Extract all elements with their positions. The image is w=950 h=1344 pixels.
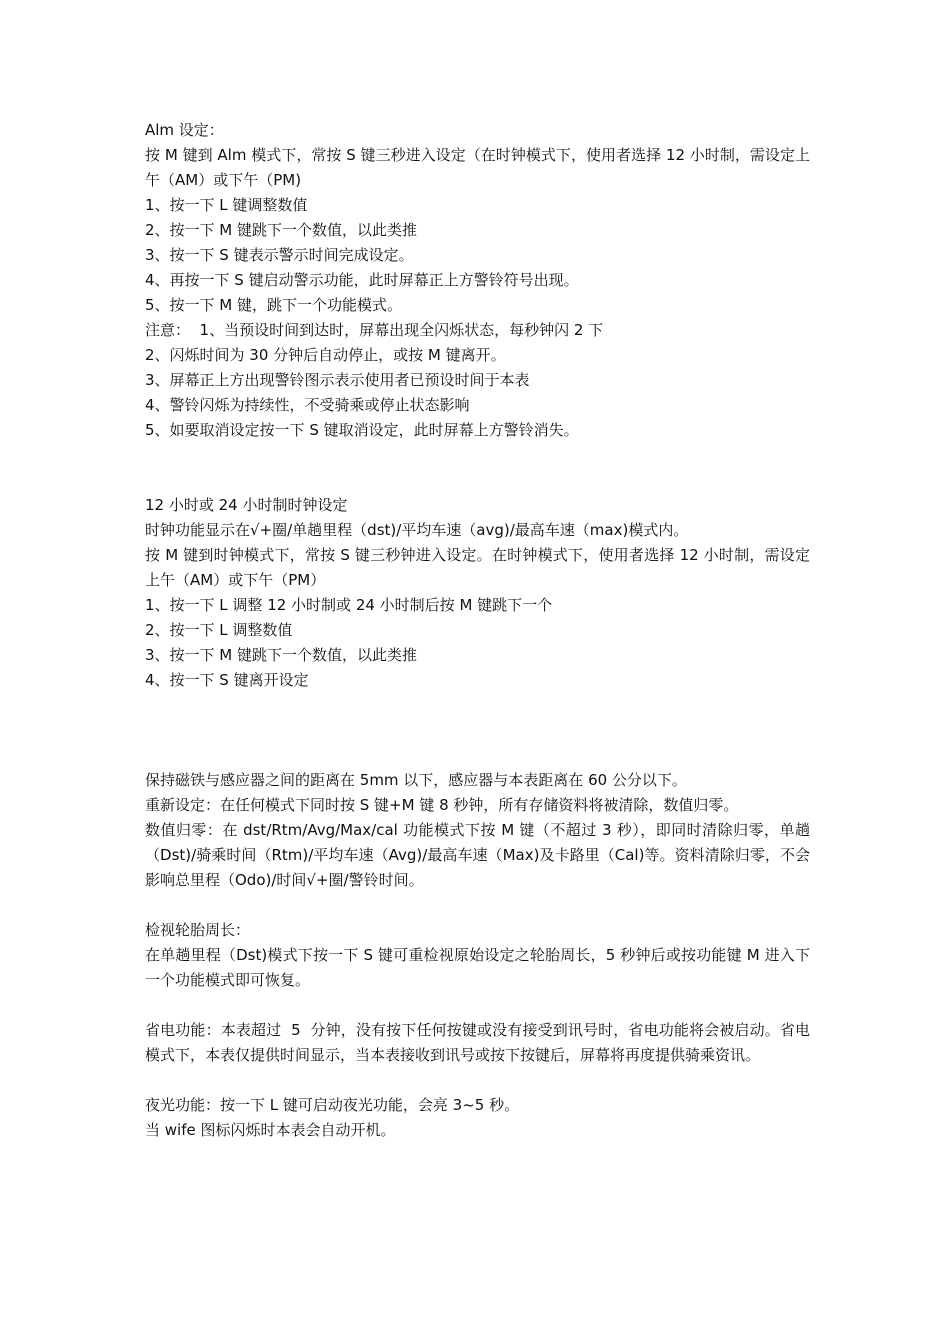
wifi-text: 当 wife 图标闪烁时本表会自动开机。 bbox=[145, 1121, 396, 1139]
alm-note: 2、闪烁时间为 30 分钟后自动停止，或按 M 键离开。 bbox=[145, 346, 506, 364]
clock-step: 1、按一下 L 调整 12 小时制或 24 小时制后按 M 键跳下一个 bbox=[145, 596, 553, 614]
spacer bbox=[145, 893, 810, 918]
alm-section bbox=[145, 118, 810, 443]
clock-step: 4、按一下 S 键离开设定 bbox=[145, 671, 309, 689]
alm-note: 4、警铃闪烁为持续性，不受骑乘或停止状态影响 bbox=[145, 396, 470, 414]
alm-intro: 按 M 键到 Alm 模式下，常按 S 键三秒进入设定（在时钟模式下，使用者选择 12 小时制，需设定上午（AM）或下午（PM) bbox=[145, 146, 810, 189]
night-light-text: 夜光功能：按一下 L 键可启动夜光功能，会亮 3~5 秒。 bbox=[145, 1096, 520, 1114]
alm-step: 3、按一下 S 键表示警示时间完成设定。 bbox=[145, 246, 414, 264]
alm-step: 2、按一下 M 键跳下一个数值，以此类推 bbox=[145, 221, 418, 239]
alm-note: 注意： 1、当预设时间到达时，屏幕出现全闪烁状态，每秒钟闪 2 下 bbox=[145, 321, 604, 339]
misc-section bbox=[145, 768, 810, 1143]
zero-text: 数值归零：在 dst/Rtm/Avg/Max/cal 功能模式下按 M 键（不超过 3 秒），即同时清除归零，单趟（Dst)/骑乘时间（Rtm)/平均车速（Avg)/最高车速（Max)及卡路里（Cal)等。资料清除归零，不会影响总里程（Odo)/时间√+圈/警铃时间。 bbox=[145, 821, 810, 889]
clock-step: 2、按一下 L 调整数值 bbox=[145, 621, 293, 639]
alm-title: Alm 设定： bbox=[145, 121, 224, 139]
clock-title: 12 小时或 24 小时制时钟设定 bbox=[145, 496, 348, 514]
clock-intro: 按 M 键到时钟模式下，常按 S 键三秒钟进入设定。在时钟模式下，使用者选择 12 小时制，需设定上午（AM）或下午（PM） bbox=[145, 546, 810, 589]
alm-step: 4、再按一下 S 键启动警示功能，此时屏幕正上方警铃符号出现。 bbox=[145, 271, 579, 289]
clock-step: 3、按一下 M 键跳下一个数值，以此类推 bbox=[145, 646, 418, 664]
spacer bbox=[145, 1068, 810, 1093]
alm-note: 3、屏幕正上方出现警铃图示表示使用者已预设时间于本表 bbox=[145, 371, 530, 389]
clock-display-modes: 时钟功能显示在√+圈/单趟里程（dst)/平均车速（avg)/最高车速（max)模式内。 bbox=[145, 521, 689, 539]
alm-step: 5、按一下 M 键，跳下一个功能模式。 bbox=[145, 296, 403, 314]
reset-text: 重新设定：在任何模式下同时按 S 键+M 键 8 秒钟，所有存储资料将被清除，数值归零。 bbox=[145, 796, 739, 814]
clock-section bbox=[145, 493, 810, 693]
document-page bbox=[145, 118, 810, 1143]
spacer bbox=[145, 993, 810, 1018]
spacer bbox=[145, 443, 810, 493]
alm-step: 1、按一下 L 键调整数值 bbox=[145, 196, 308, 214]
tire-text: 在单趟里程（Dst)模式下按一下 S 键可重检视原始设定之轮胎周长，5 秒钟后或按功能键 M 进入下一个功能模式即可恢复。 bbox=[145, 946, 810, 989]
alm-note: 5、如要取消设定按一下 S 键取消设定，此时屏幕上方警铃消失。 bbox=[145, 421, 579, 439]
power-save-text: 省电功能：本表超过 5 分钟，没有按下任何按键或没有接受到讯号时，省电功能将会被启动。省电模式下，本表仅提供时间显示，当本表接收到讯号或按下按键后，屏幕将再度提供骑乘资讯。 bbox=[145, 1021, 810, 1064]
tire-title: 检视轮胎周长： bbox=[145, 921, 251, 939]
sensor-distance-text: 保持磁铁与感应器之间的距离在 5mm 以下，感应器与本表距离在 60 公分以下。 bbox=[145, 771, 687, 789]
spacer bbox=[145, 693, 810, 768]
